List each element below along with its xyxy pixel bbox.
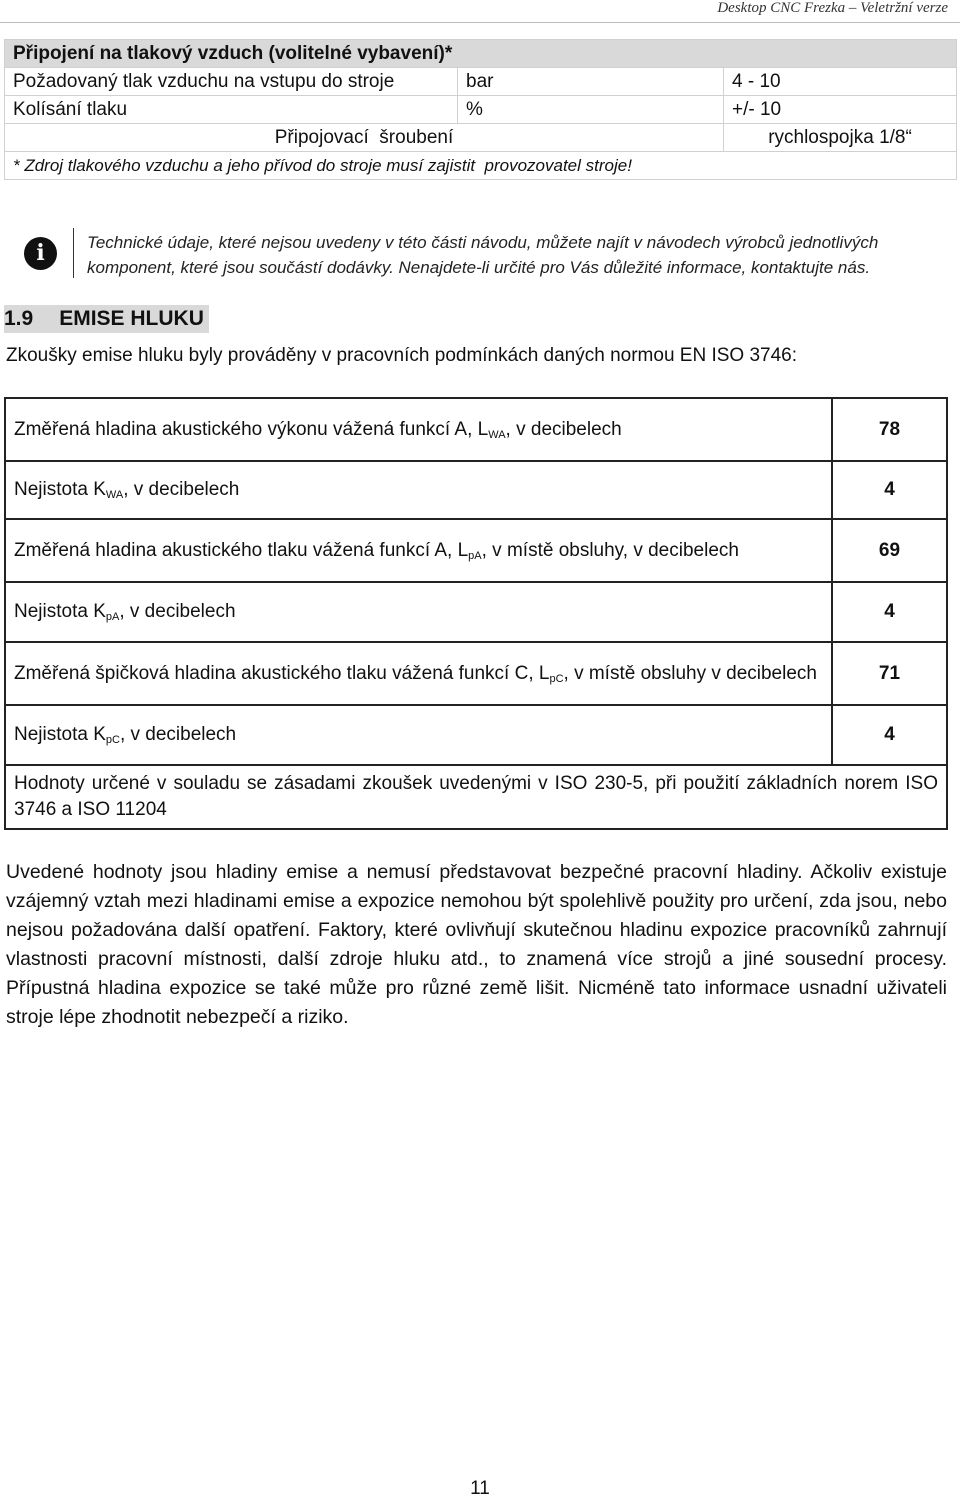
air-table-title: Připojení na tlakový vzduch (volitelné vybavení)* bbox=[5, 40, 957, 68]
section-title: EMISE HLUKU bbox=[59, 307, 204, 330]
noise-row-label: Změřená hladina akustického výkonu vážená funkcí A, $L_{WA}$, v decibelech bbox=[5, 398, 832, 461]
noise-emission-table bbox=[4, 397, 948, 830]
info-icon: i bbox=[24, 237, 57, 270]
air-row-unit: % bbox=[458, 96, 724, 124]
intro-text: Zkoušky emise hluku byly prováděny v pracovních podmínkách daných normou EN ISO 3746: bbox=[6, 345, 798, 366]
noise-row-value: 4 bbox=[832, 705, 947, 765]
info-divider bbox=[73, 228, 74, 278]
table-row bbox=[5, 96, 957, 124]
header-rule bbox=[0, 22, 960, 23]
air-row-value: 4 - 10 bbox=[724, 68, 957, 96]
table-row bbox=[5, 398, 947, 461]
air-row-label: Kolísání tlaku bbox=[5, 96, 458, 124]
air-row-label: Požadovaný tlak vzduchu na vstupu do stroje bbox=[5, 68, 458, 96]
info-text: Technické údaje, které nejsou uvedeny v této části návodu, můžete najít v návodech výrobců jednotlivých komponent, které jsou součástí dodávky. Nenajdete-li určité pro Vás důležité informace, kontaktujte nás. bbox=[87, 233, 879, 277]
table-row bbox=[5, 642, 947, 705]
noise-row-value: 71 bbox=[832, 642, 947, 705]
noise-row-value: 78 bbox=[832, 398, 947, 461]
table-row bbox=[5, 765, 947, 829]
table-row bbox=[5, 124, 957, 152]
noise-row-label: Nejistota $K_{WA}$, v decibelech bbox=[5, 461, 832, 519]
table-row bbox=[5, 705, 947, 765]
running-header: Desktop CNC Frezka – Veletržní verze bbox=[717, 0, 948, 16]
noise-row-label: Nejistota $K_{pA}$, v decibelech bbox=[5, 582, 832, 642]
noise-row-value: 4 bbox=[832, 582, 947, 642]
body-paragraph: Uvedené hodnoty jsou hladiny emise a nemusí představovat bezpečné pracovní hladiny. Ačkoliv existuje vzájemný vztah mezi hladinami emise a expozice nemohou být spolehlivě použity pro určení, zda jsou, nebo nejsou požadována další opatření. Faktory, které ovlivňují skutečnou hladinu expozice pracovníků zahrnují vlastnosti pracovní místnosti, další zdroje hluku atd., to znamená více strojů a jiné sousední procesy. Přípustná hladina expozice se také může pro různé země lišit. Nicméně tato informace usnadní uživateli stroje lépe zhodnotit nebezpečí a riziko. bbox=[6, 861, 947, 1028]
section-heading bbox=[4, 305, 209, 333]
section-number: 1.9 bbox=[4, 307, 34, 330]
air-row-unit: bar bbox=[458, 68, 724, 96]
noise-row-label: Nejistota $K_{pC}$, v decibelech bbox=[5, 705, 832, 765]
connection-value: rychlospojka 1/8“ bbox=[724, 124, 957, 152]
noise-row-label: Změřená hladina akustického tlaku vážená funkcí A, $L_{pA}$, v místě obsluhy, v decibelech bbox=[5, 519, 832, 582]
table-row bbox=[5, 461, 947, 519]
compressed-air-table bbox=[4, 39, 957, 180]
table-row bbox=[5, 152, 957, 180]
noise-table-footer: Hodnoty určené v souladu se zásadami zkoušek uvedenými v ISO 230-5, při použití základních norem ISO 3746 a ISO 11204 bbox=[5, 765, 947, 829]
noise-row-value: 4 bbox=[832, 461, 947, 519]
table-row bbox=[5, 68, 957, 96]
air-row-value: +/- 10 bbox=[724, 96, 957, 124]
air-note: * Zdroj tlakového vzduchu a jeho přívod do stroje musí zajistit provozovatel stroje! bbox=[5, 152, 957, 180]
noise-row-label: Změřená špičková hladina akustického tlaku vážená funkcí C, $L_{pC}$, v místě obsluhy v decibelech bbox=[5, 642, 832, 705]
table-row bbox=[5, 519, 947, 582]
table-row bbox=[5, 582, 947, 642]
connection-label: Připojovací šroubení bbox=[5, 124, 724, 152]
noise-row-value: 69 bbox=[832, 519, 947, 582]
page-number: 11 bbox=[470, 1478, 490, 1499]
